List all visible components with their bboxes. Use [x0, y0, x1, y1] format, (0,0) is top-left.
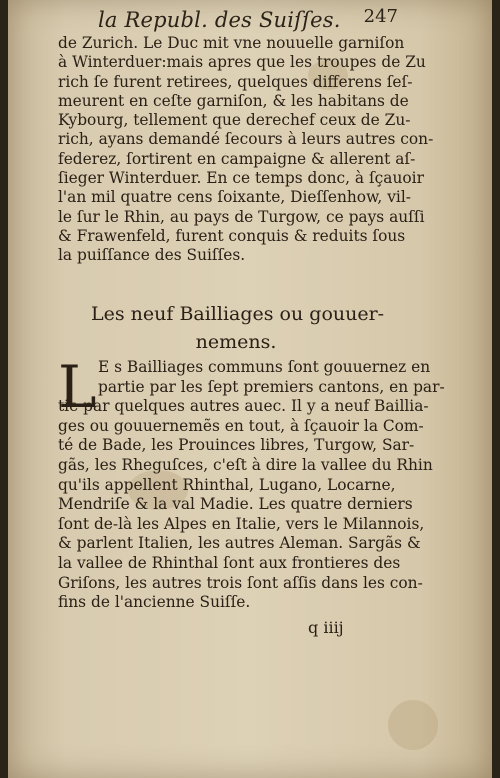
text-line: de Zurich. Le Duc mit vne nouuelle garniſon: [58, 34, 405, 52]
drop-cap: L: [58, 353, 97, 421]
heading-line: nemens.: [195, 331, 277, 353]
text-line: & parlent Italien, les autres Aleman. Sargãs &: [58, 534, 421, 553]
text-line: à Winterduer:mais apres que les troupes de Zu: [58, 53, 426, 72]
section-heading: [91, 300, 385, 356]
text-line: ſieger Winterduer. En ce temps donc, à ſçauoir: [58, 169, 424, 188]
text-line: Kybourg, tellement que derechef ceux de Zu-: [58, 111, 411, 130]
text-line: fins de l'ancienne Suiſſe.: [58, 593, 251, 612]
text-line: l'an mil quatre cens ſoixante, Dieſſenhow, vil-: [58, 188, 411, 207]
text-line: té de Bade, les Prouinces libres, Turgow, Sar-: [58, 436, 415, 455]
text-line: ſont de-là les Alpes en Italie, vers le Milannois,: [58, 514, 425, 533]
text-line: & Frawenfeld, furent conquis & reduits ſous: [58, 226, 406, 245]
running-title: la Republ. des Suiſſes.: [98, 8, 341, 32]
text-line: E s Bailliages communs ſont gouuernez en: [98, 358, 431, 376]
text-line: la puiſſance des Suiſſes.: [58, 246, 246, 265]
heading-line: Les neuf Bailliages ou gouuer-: [91, 303, 385, 325]
text-line: meurent en ceſte garniſon, & les habitans de: [58, 91, 409, 110]
text-line: gãs, les Rheguſces, c'eſt à dire la vallee du Rhin: [58, 455, 433, 474]
text-line: qu'ils appellent Rhinthal, Lugano, Locarne,: [58, 475, 396, 494]
text-line: ges ou gouuernemẽs en tout, à ſçauoir la Com-: [58, 416, 424, 435]
text-line: partie par les ſept premiers cantons, en par-: [98, 377, 445, 396]
text-line: federez, ſortirent en campaigne & allerent aſ-: [58, 149, 416, 168]
foxing-stain: [388, 700, 438, 750]
paragraph-2: [58, 353, 445, 613]
text-line: rich ſe furent retirees, quelques differens ſeſ-: [58, 72, 413, 91]
book-page: [8, 0, 492, 778]
text-line: rich, ayans demandé ſecours à leurs autres con-: [58, 130, 434, 149]
text-line: Mendriſe & la val Madie. Les quatre derniers: [58, 495, 413, 514]
text-line: le ſur le Rhin, au pays de Turgow, ce pays auſſi: [58, 207, 425, 226]
paragraph-1: [58, 34, 434, 266]
signature-mark: q iiij: [308, 618, 344, 637]
text-line: tie par quelques autres auec. Il y a neuf Baillia-: [58, 397, 429, 416]
text-line: Griſons, les autres trois ſont aſſis dans les con-: [58, 573, 423, 592]
text-line: la vallee de Rhinthal ſont aux frontieres des: [58, 553, 401, 572]
page-number: 247: [363, 6, 398, 27]
